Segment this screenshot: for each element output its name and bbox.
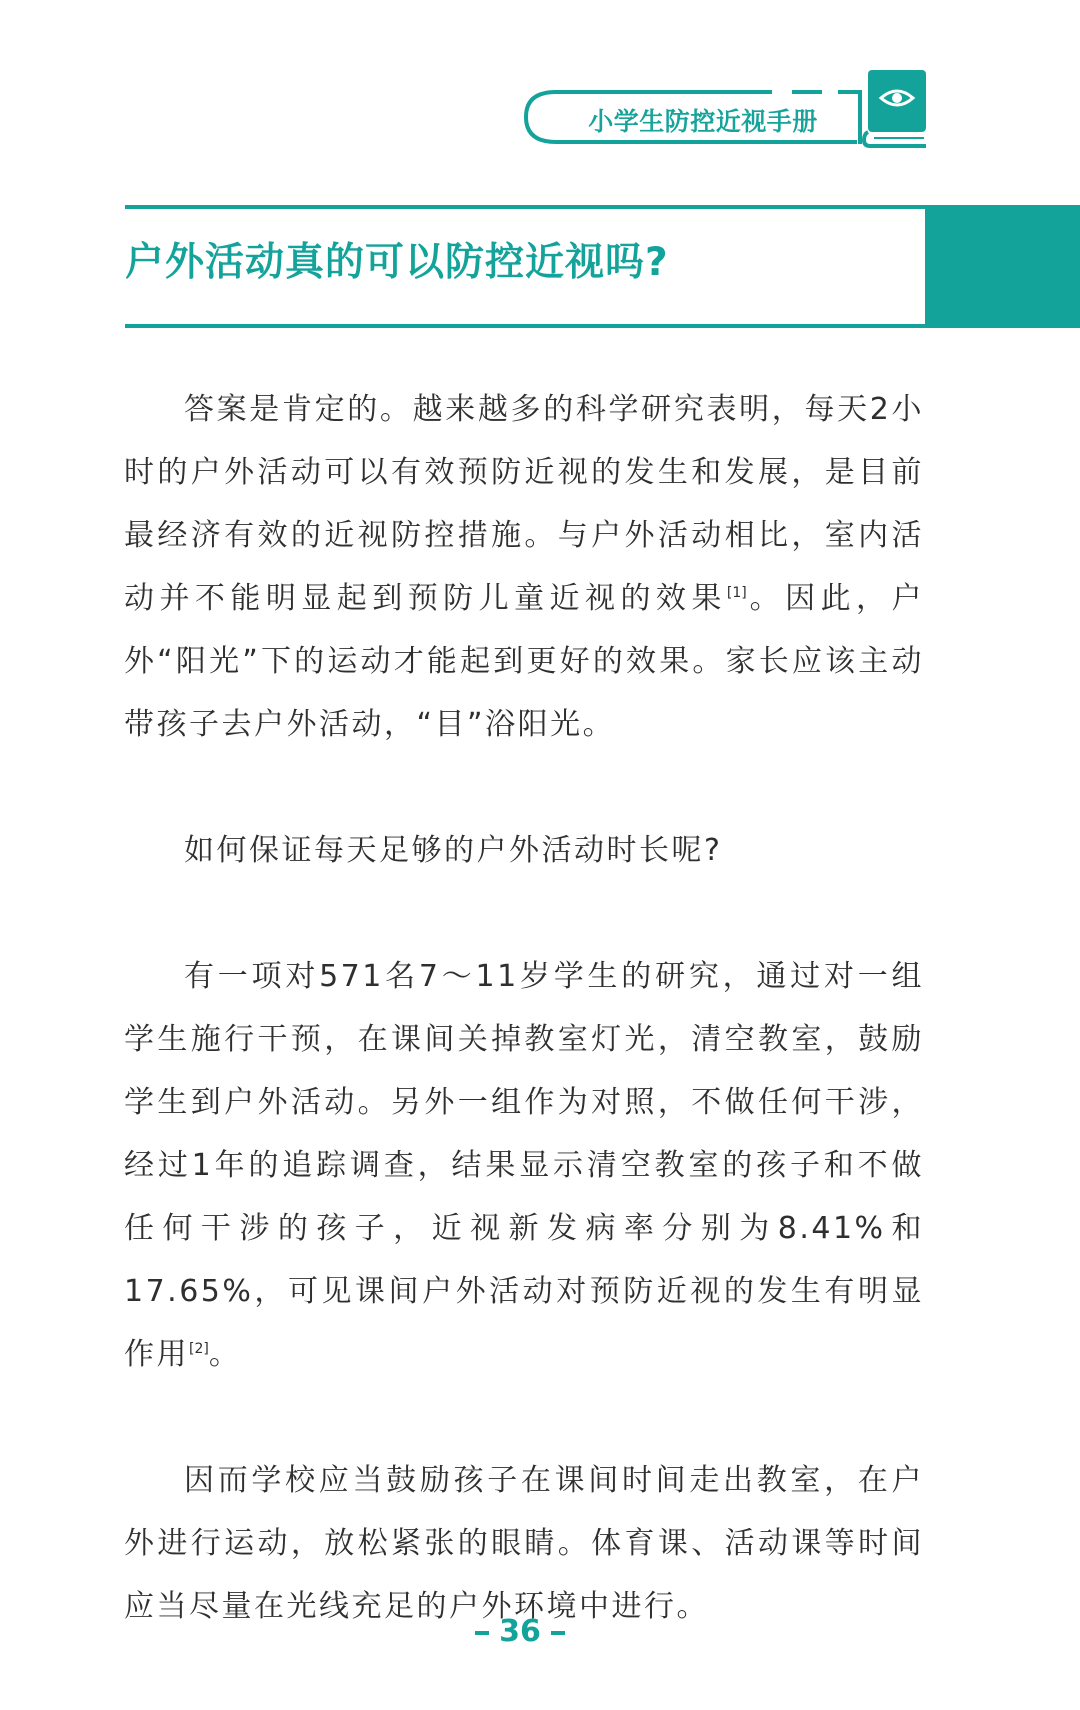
header-badge [522, 70, 927, 150]
page-number-dash-right [551, 1631, 565, 1635]
paragraph-2: 如何保证每天足够的户外活动时长呢? [184, 833, 723, 868]
paragraph-3-text-a: 有一项对571名7～11岁学生的研究，通过对一组学生施行干预，在课间关掉教室灯光，清空教室，鼓励学生到户外活动。另外一组作为对照，不做任何干涉，经过1年的追踪调查，结果显示清空教室的孩子和不做任何干涉的孩子，近视新发病率分别为8.41%和17.65%，可见课间户外活动对预防近视的发生有明显作用 [124, 959, 924, 1372]
section-title: 户外活动真的可以防控近视吗? [125, 240, 669, 285]
reference-1: [1] [726, 585, 747, 601]
paragraph-gap [124, 1386, 924, 1449]
paragraph-gap [124, 882, 924, 945]
section-title-band [125, 205, 1080, 329]
paragraph-3 [124, 945, 924, 1386]
paragraph-gap [124, 756, 924, 819]
title-rule-bottom [125, 324, 925, 328]
title-rule-top [125, 205, 925, 209]
page-number [0, 1612, 1040, 1652]
body-text [124, 378, 924, 1638]
paragraph-3-text-b: 。 [208, 1337, 242, 1372]
paragraph-4: 因而学校应当鼓励孩子在课间时间走出教室，在户外进行运动，放松紧张的眼睛。体育课、活动课等时间应当尽量在光线充足的户外环境中进行。 [124, 1463, 924, 1624]
page-number-value: 36 [499, 1614, 541, 1649]
paragraph-1-text-b: 。因此，户外“阳光”下的运动才能起到更好的效果。家长应该主动带孩子去户外活动，“目”浴阳光。 [124, 581, 925, 742]
paragraph-1-text-a: 答案是肯定的。越来越多的科学研究表明，每天2小时的户外活动可以有效预防近视的发生和发展，是目前最经济有效的近视防控措施。与户外活动相比，室内活动并不能明显起到预防儿童近视的效果 [124, 392, 924, 616]
page-number-dash-left [475, 1631, 489, 1635]
title-side-block [925, 205, 1080, 328]
reference-2: [2] [189, 1341, 209, 1357]
header-title: 小学生防控近视手册 [588, 107, 818, 136]
eye-book-icon [862, 70, 928, 150]
paragraph-1 [124, 378, 924, 756]
